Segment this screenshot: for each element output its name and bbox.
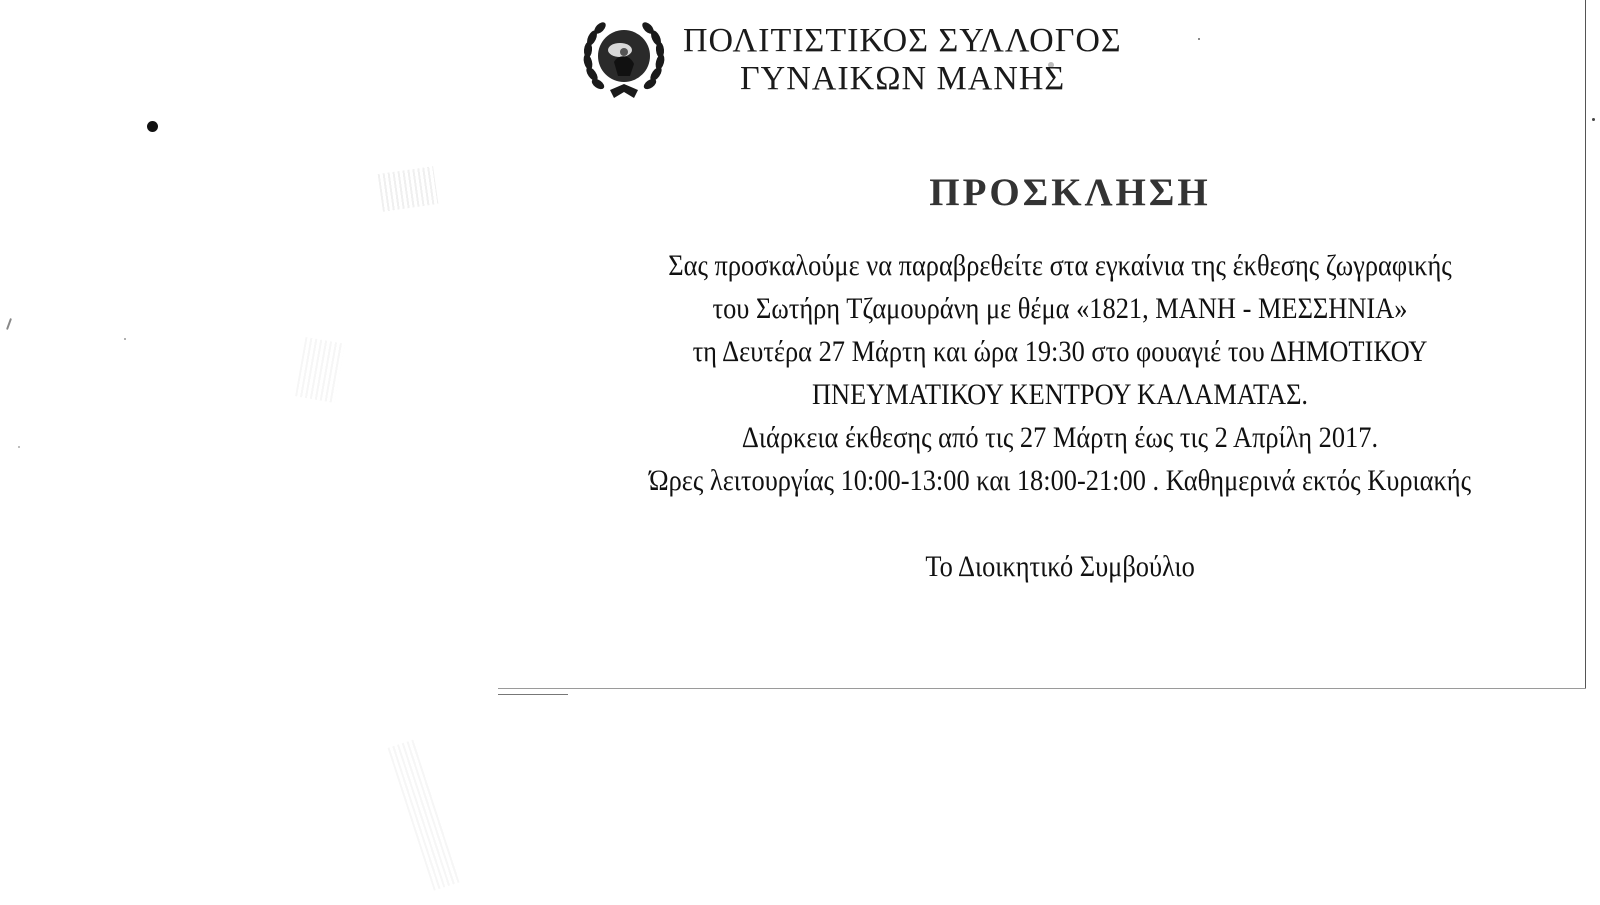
card-edge-bottom bbox=[498, 688, 1586, 689]
organization-name-line1: ΠΟΛΙΤΙΣΤΙΚΟΣ ΣΥΛΛΟΓΟΣ bbox=[683, 22, 1122, 59]
invitation-line: Σας προσκαλούμε να παραβρεθείτε στα εγκαίνια της έκθεσης ζωγραφικής bbox=[668, 249, 1452, 282]
scan-smudge bbox=[295, 337, 345, 403]
scan-speck bbox=[6, 318, 12, 330]
signature-text: Το Διοικητικό Συμβούλιο bbox=[925, 550, 1195, 583]
signature-board bbox=[860, 550, 1260, 584]
invitation-line: του Σωτήρη Τζαμουράνη με θέμα «1821, ΜΑΝΗ - ΜΕΣΣΗΝΙΑ» bbox=[712, 292, 1408, 325]
scan-smudge bbox=[378, 166, 439, 211]
invitation-line: ΠΝΕΥΜΑΤΙΚΟΥ ΚΕΝΤΡΟΥ ΚΑΛΑΜΑΤΑΣ. bbox=[811, 378, 1309, 411]
scan-speck bbox=[1592, 118, 1595, 121]
invitation-line: Ώρες λειτουργίας 10:00-13:00 και 18:00-21:00 . Καθημερινά εκτός Κυριακής bbox=[648, 464, 1472, 497]
card-edge-right bbox=[1585, 0, 1586, 688]
scan-smudge bbox=[388, 739, 461, 890]
organization-name-line2: ΓΥΝΑΙΚΩΝ ΜΑΝΗΣ bbox=[740, 60, 1066, 97]
scan-speck bbox=[124, 338, 126, 340]
scan-speck bbox=[1198, 38, 1200, 40]
card-edge-bottom-mark bbox=[498, 694, 568, 695]
invitation-title: ΠΡΟΣΚΛΗΣΗ bbox=[929, 171, 1211, 214]
scan-speck bbox=[18, 446, 20, 448]
invitation-line: Διάρκεια έκθεσης από τις 27 Μάρτη έως τις 2 Απρίλη 2017. bbox=[741, 421, 1379, 454]
scan-speck bbox=[147, 121, 158, 132]
invitation-line: τη Δευτέρα 27 Μάρτη και ώρα 19:30 στο φουαγιέ του ΔΗΜΟΤΙΚΟΥ bbox=[692, 335, 1428, 368]
laurel-wreath-emblem-icon bbox=[580, 14, 668, 100]
invitation-body bbox=[560, 244, 1560, 502]
